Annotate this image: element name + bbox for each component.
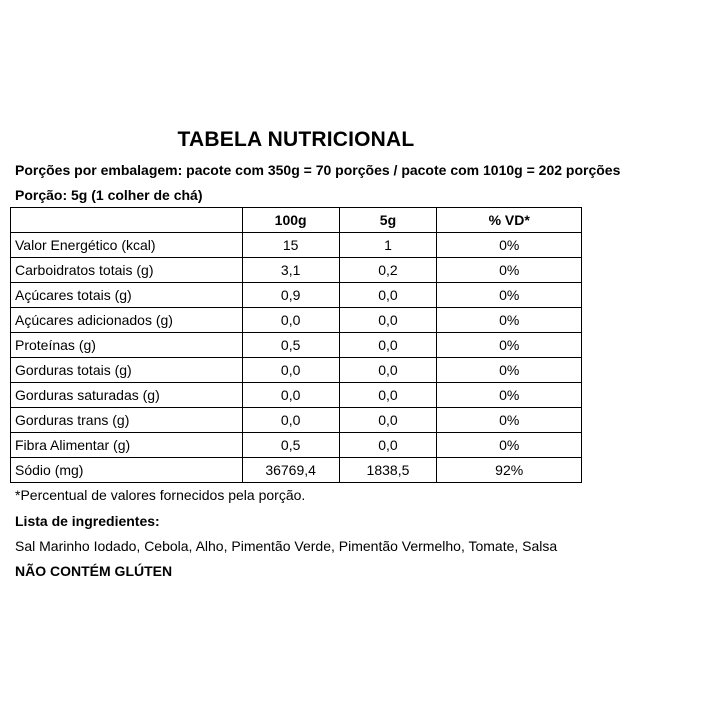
table-header-row — [11, 208, 582, 233]
daily-value-percent: 0% — [437, 308, 582, 333]
nutrient-name: Carboidratos totais (g) — [11, 258, 243, 283]
portion-size: Porção: 5g (1 colher de chá) — [15, 187, 203, 203]
table-row — [11, 433, 582, 458]
nutrient-name: Proteínas (g) — [11, 333, 243, 358]
daily-value-percent: 0% — [437, 333, 582, 358]
value-per-100g: 0,0 — [242, 383, 339, 408]
table-row — [11, 458, 582, 483]
gluten-notice: NÃO CONTÉM GLÚTEN — [15, 563, 173, 579]
table-row — [11, 233, 582, 258]
nutrient-name: Valor Energético (kcal) — [11, 233, 243, 258]
value-per-100g: 0,0 — [242, 358, 339, 383]
value-per-100g: 15 — [242, 233, 339, 258]
ingredients-title: Lista de ingredientes: — [15, 513, 160, 529]
daily-value-percent: 92% — [437, 458, 582, 483]
value-per-5g: 1838,5 — [339, 458, 437, 483]
nutrient-name: Gorduras trans (g) — [11, 408, 243, 433]
value-per-5g: 0,2 — [339, 258, 437, 283]
header-per-5g: 5g — [339, 208, 437, 233]
nutrition-table — [10, 207, 582, 483]
page-title: TABELA NUTRICIONAL — [177, 128, 415, 151]
value-per-5g: 0,0 — [339, 408, 437, 433]
nutrient-name: Fibra Alimentar (g) — [11, 433, 243, 458]
servings-per-package: Porções por embalagem: pacote com 350g = 70 porções / pacote com 1010g = 202 porções — [15, 162, 621, 178]
value-per-5g: 0,0 — [339, 433, 437, 458]
value-per-5g: 0,0 — [339, 283, 437, 308]
value-per-100g: 3,1 — [242, 258, 339, 283]
daily-value-percent: 0% — [437, 258, 582, 283]
table-row — [11, 358, 582, 383]
header-daily-value: % VD* — [437, 208, 582, 233]
value-per-5g: 0,0 — [339, 358, 437, 383]
value-per-100g: 0,0 — [242, 308, 339, 333]
daily-value-percent: 0% — [437, 283, 582, 308]
table-row — [11, 383, 582, 408]
value-per-100g: 36769,4 — [242, 458, 339, 483]
value-per-100g: 0,0 — [242, 408, 339, 433]
daily-value-percent: 0% — [437, 433, 582, 458]
header-nutrient — [11, 208, 243, 233]
value-per-5g: 1 — [339, 233, 437, 258]
nutrient-name: Açúcares adicionados (g) — [11, 308, 243, 333]
nutrient-name: Sódio (mg) — [11, 458, 243, 483]
nutrient-name: Açúcares totais (g) — [11, 283, 243, 308]
daily-value-percent: 0% — [437, 233, 582, 258]
table-row — [11, 283, 582, 308]
daily-value-percent: 0% — [437, 408, 582, 433]
table-row — [11, 308, 582, 333]
table-row — [11, 408, 582, 433]
nutrient-name: Gorduras saturadas (g) — [11, 383, 243, 408]
value-per-5g: 0,0 — [339, 308, 437, 333]
header-per-100g: 100g — [242, 208, 339, 233]
value-per-5g: 0,0 — [339, 333, 437, 358]
table-row — [11, 333, 582, 358]
value-per-100g: 0,5 — [242, 333, 339, 358]
value-per-5g: 0,0 — [339, 383, 437, 408]
daily-value-percent: 0% — [437, 383, 582, 408]
table-row — [11, 258, 582, 283]
ingredients-list: Sal Marinho Iodado, Cebola, Alho, Pimentão Verde, Pimentão Vermelho, Tomate, Salsa — [15, 538, 558, 554]
daily-value-percent: 0% — [437, 358, 582, 383]
value-per-100g: 0,9 — [242, 283, 339, 308]
value-per-100g: 0,5 — [242, 433, 339, 458]
nutrient-name: Gorduras totais (g) — [11, 358, 243, 383]
footnote: *Percentual de valores fornecidos pela porção. — [15, 487, 306, 503]
